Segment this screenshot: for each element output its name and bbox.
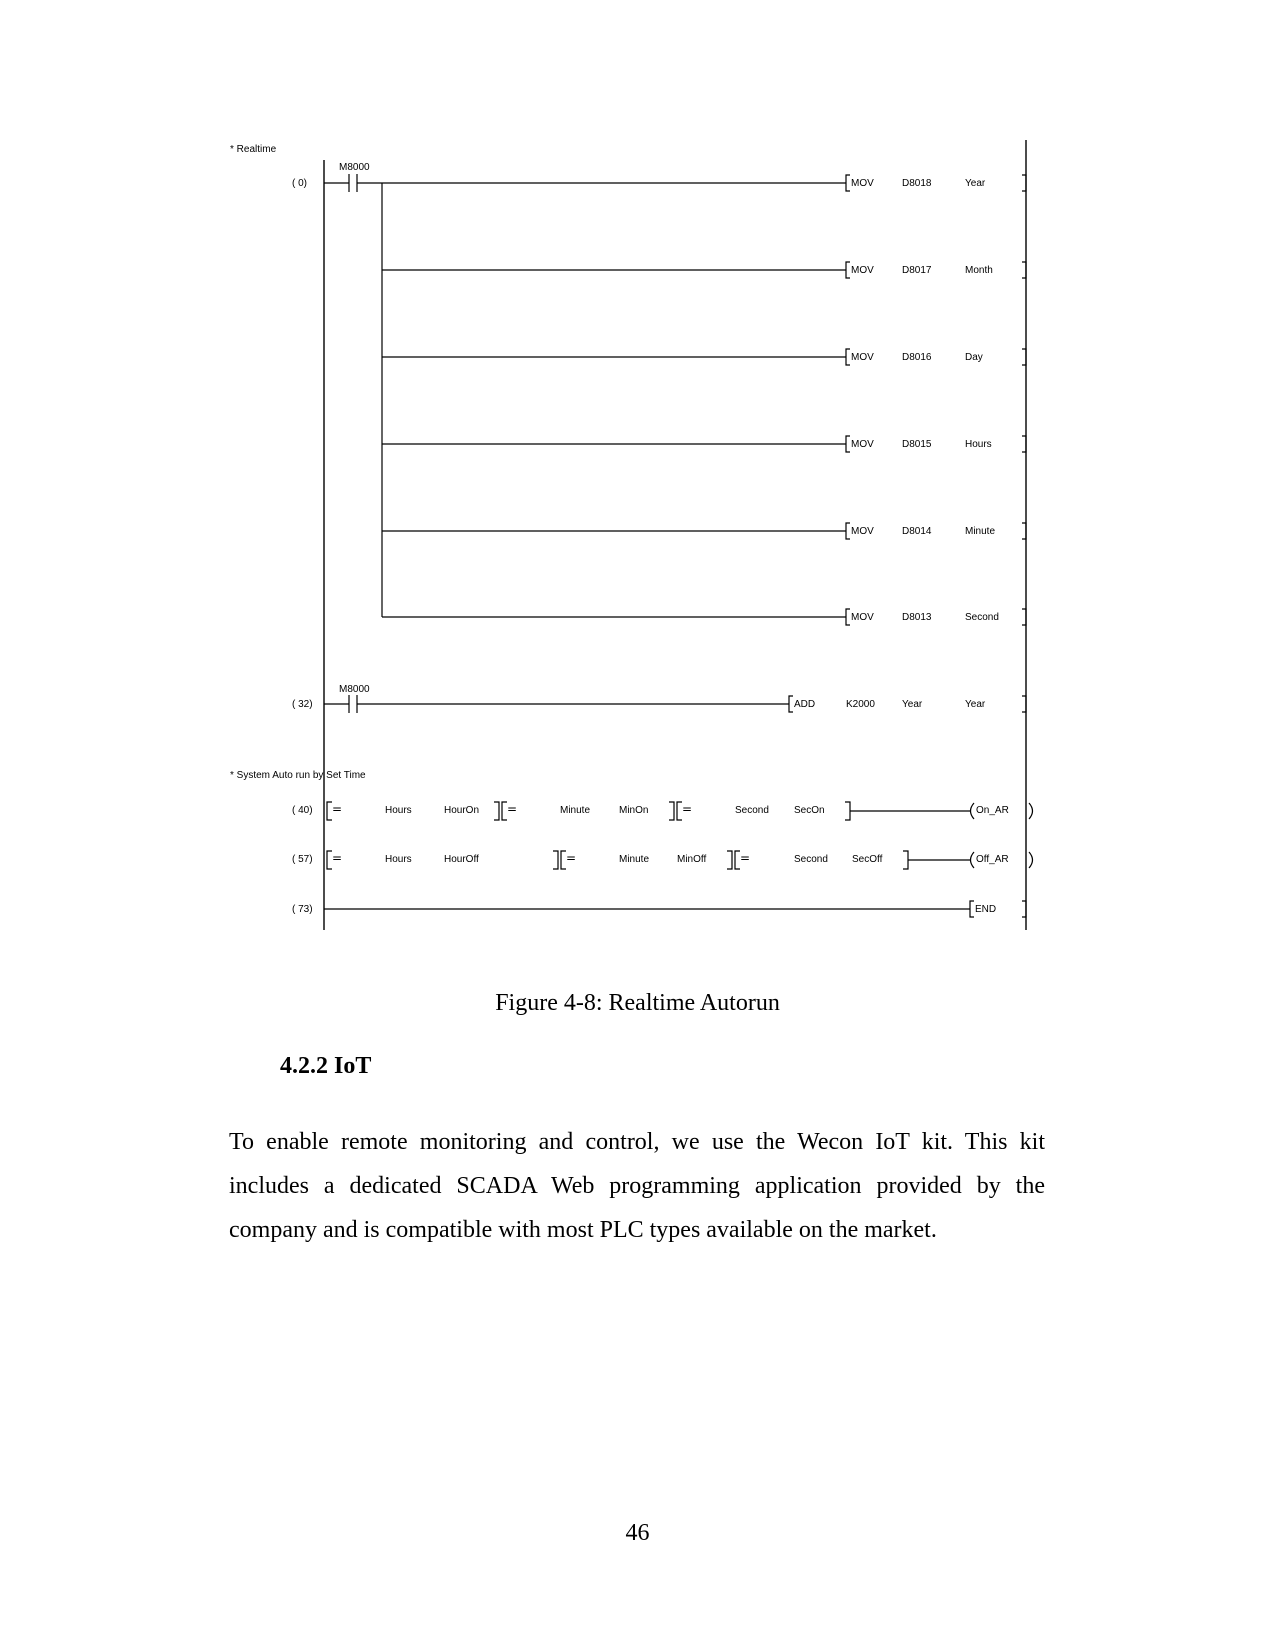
instruction-operand: D8017 [902,265,932,276]
compare-operand: HourOff [444,854,479,865]
instruction-operand: Second [965,612,999,623]
compare-bracket [845,802,850,820]
instruction-operand: Year [965,699,986,710]
instruction-name: ADD [794,699,816,710]
instruction-bracket-close [1022,262,1026,278]
coil-label: On_AR [976,805,1009,816]
compare-operator: = [332,851,343,865]
compare-operand: MinOn [619,805,649,816]
comment-realtime: * Realtime [230,144,277,155]
coil-symbol [1029,803,1033,819]
instruction-operand: Year [902,699,923,710]
instruction-bracket-close [1022,901,1026,917]
body-paragraph: To enable remote monitoring and control, we use the Wecon IoT kit. This kit includes a dedicated SCADA Web programming application provided by the company and is compatible with most PLC types available on the market. [229,1129,1045,1243]
step-number: ( 0) [292,178,307,189]
compare-operator: = [507,802,518,816]
instruction-name: MOV [851,265,874,276]
instruction-operand: Hours [965,439,992,450]
section-heading: 4.2.2 IoT [280,1053,372,1079]
page-number: 46 [625,1520,650,1546]
compare-operator: = [740,851,751,865]
compare-operator: = [332,802,343,816]
step-number: ( 40) [292,805,313,816]
instruction-name: MOV [851,178,874,189]
instruction-bracket [846,175,850,191]
compare-operand: Second [735,805,769,816]
instruction-bracket-close [1022,523,1026,539]
instruction-name: MOV [851,612,874,623]
instruction-bracket-close [1022,175,1026,191]
compare-bracket [903,851,908,869]
compare-bracket [494,802,499,820]
instruction-bracket-close [1022,609,1026,625]
instruction-operand: Minute [965,526,996,537]
compare-operator: = [566,851,577,865]
instruction-bracket-close [1022,436,1026,452]
compare-operand: Hours [385,854,412,865]
contact-label: M8000 [339,684,370,695]
coil-symbol [971,852,975,868]
compare-operand: Hours [385,805,412,816]
coil-label: Off_AR [976,854,1009,865]
compare-operand: Second [794,854,828,865]
instruction-operand: Year [965,178,986,189]
compare-operand: HourOn [444,805,480,816]
comment-auto-run: * System Auto run by Set Time [230,770,366,781]
coil-symbol [971,803,975,819]
instruction-name: MOV [851,352,874,363]
compare-bracket [669,802,674,820]
instruction-operand: K2000 [846,699,875,710]
instruction-bracket [846,523,850,539]
compare-bracket [553,851,558,869]
instruction-bracket [846,436,850,452]
compare-operator: = [682,802,693,816]
step-number: ( 32) [292,699,313,710]
instruction-name: END [975,904,997,915]
instruction-bracket [846,262,850,278]
instruction-bracket [970,901,974,917]
instruction-operand: D8016 [902,352,932,363]
instruction-operand: Month [965,265,993,276]
instruction-name: MOV [851,439,874,450]
compare-operand: SecOff [852,854,883,865]
step-number: ( 73) [292,904,313,915]
instruction-operand: D8014 [902,526,932,537]
compare-operand: MinOff [677,854,707,865]
instruction-bracket [846,349,850,365]
compare-operand: Minute [619,854,650,865]
contact-label: M8000 [339,162,370,173]
instruction-operand: D8015 [902,439,932,450]
figure-caption: Figure 4-8: Realtime Autorun [495,990,780,1016]
instruction-bracket-close [1022,349,1026,365]
compare-operand: SecOn [794,805,825,816]
instruction-bracket [846,609,850,625]
compare-bracket [727,851,732,869]
coil-symbol [1029,852,1033,868]
instruction-operand: Day [965,352,983,363]
compare-operand: Minute [560,805,591,816]
instruction-bracket [789,696,793,712]
instruction-operand: D8018 [902,178,932,189]
step-number: ( 57) [292,854,313,865]
instruction-name: MOV [851,526,874,537]
instruction-bracket-close [1022,696,1026,712]
instruction-operand: D8013 [902,612,932,623]
